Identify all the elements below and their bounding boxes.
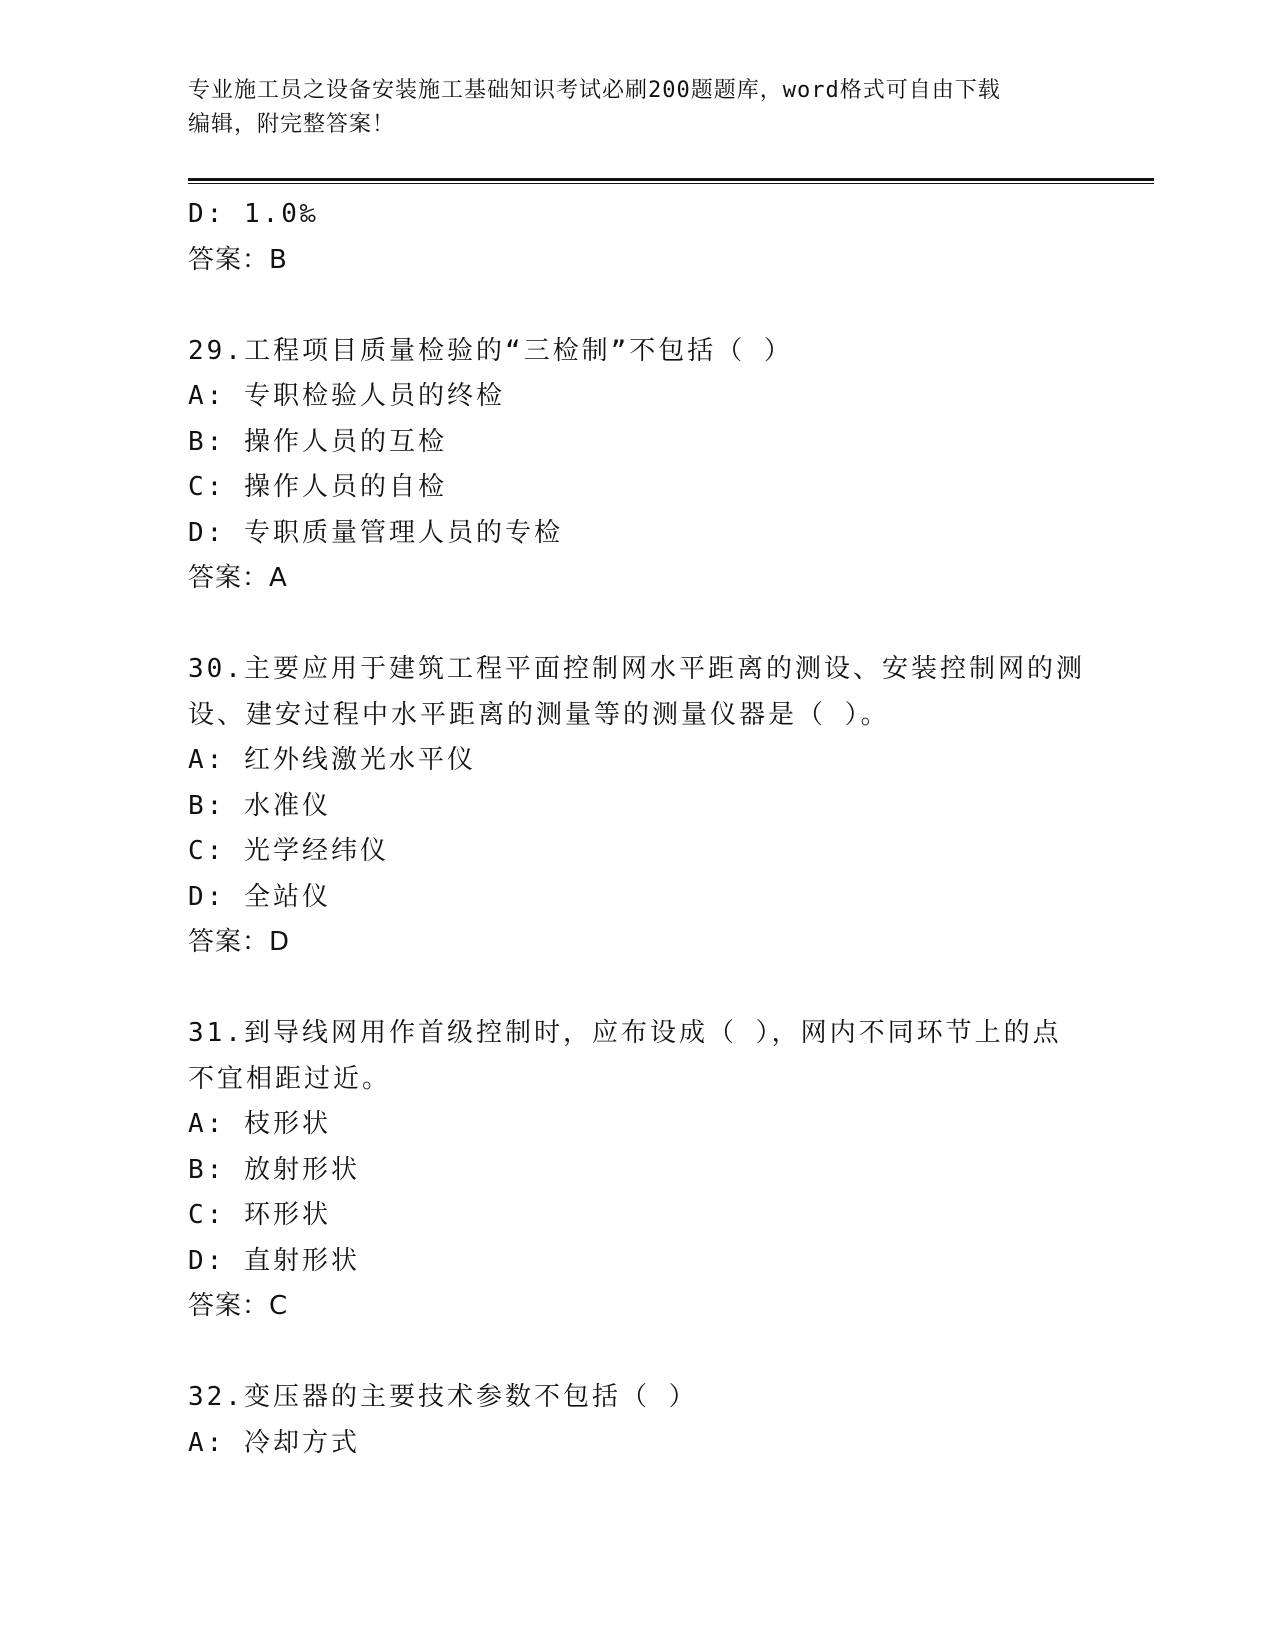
question-30-option-a: A: 红外线激光水平仪 bbox=[188, 745, 476, 775]
header-title-line-1: 专业施工员之设备安装施工基础知识考试必刷200题题库，word格式可自由下载 bbox=[188, 78, 1001, 103]
question-30-option-b: B: 水准仪 bbox=[188, 790, 331, 821]
spacer bbox=[188, 283, 1088, 329]
question-30-answer: 答案：D bbox=[188, 927, 291, 957]
question-31-option-c: C: 环形状 bbox=[188, 1200, 331, 1230]
question-30-stem-line-1: 30.主要应用于建筑工程平面控制网水平距离的测设、安装控制网的测 bbox=[188, 654, 1085, 684]
question-29-option-c: C: 操作人员的自检 bbox=[188, 472, 447, 502]
question-32-option-a: A: 冷却方式 bbox=[188, 1427, 360, 1458]
question-29-answer: 答案：A bbox=[188, 563, 288, 593]
question-29-stem: 29.工程项目质量检验的“三检制”不包括（ ） bbox=[188, 335, 793, 366]
question-32-stem: 32.变压器的主要技术参数不包括（ ） bbox=[188, 1382, 698, 1412]
question-31-option-a: A: 枝形状 bbox=[188, 1109, 331, 1139]
question-30-option-c: C: 光学经纬仪 bbox=[188, 836, 389, 866]
question-30 bbox=[188, 647, 1088, 966]
question-list bbox=[188, 192, 1088, 1466]
question-30-option-d: D: 全站仪 bbox=[188, 881, 331, 912]
question-29-option-d: D: 专职质量管理人员的专检 bbox=[188, 517, 563, 548]
header-divider-thick bbox=[188, 178, 1154, 181]
question-29-option-b: B: 操作人员的互检 bbox=[188, 426, 447, 457]
question-31-stem-line-1: 31.到导线网用作首级控制时，应布设成（ ），网内不同环节上的点 bbox=[188, 1018, 1062, 1048]
question-31-stem-line-2: 不宜相距过近。 bbox=[188, 1063, 392, 1094]
header-divider-thin bbox=[188, 183, 1154, 184]
header-title-line-2: 编辑，附完整答案！ bbox=[188, 112, 396, 137]
prev-answer: 答案：B bbox=[188, 244, 288, 275]
spacer bbox=[188, 966, 1088, 1012]
question-29-option-a: A: 专职检验人员的终检 bbox=[188, 381, 505, 411]
question-31-option-d: D: 直射形状 bbox=[188, 1245, 360, 1276]
question-31-answer: 答案：C bbox=[188, 1291, 289, 1321]
question-29 bbox=[188, 329, 1088, 602]
question-31-option-b: B: 放射形状 bbox=[188, 1154, 360, 1185]
page-header bbox=[188, 74, 1088, 142]
spacer bbox=[188, 1330, 1088, 1376]
question-30-stem-line-2: 设、建安过程中水平距离的测量等的测量仪器是（ ）。 bbox=[188, 699, 890, 730]
spacer bbox=[188, 602, 1088, 648]
question-31 bbox=[188, 1011, 1088, 1330]
prev-option-d: D: 1.0‰ bbox=[188, 199, 319, 229]
question-32 bbox=[188, 1375, 1088, 1466]
